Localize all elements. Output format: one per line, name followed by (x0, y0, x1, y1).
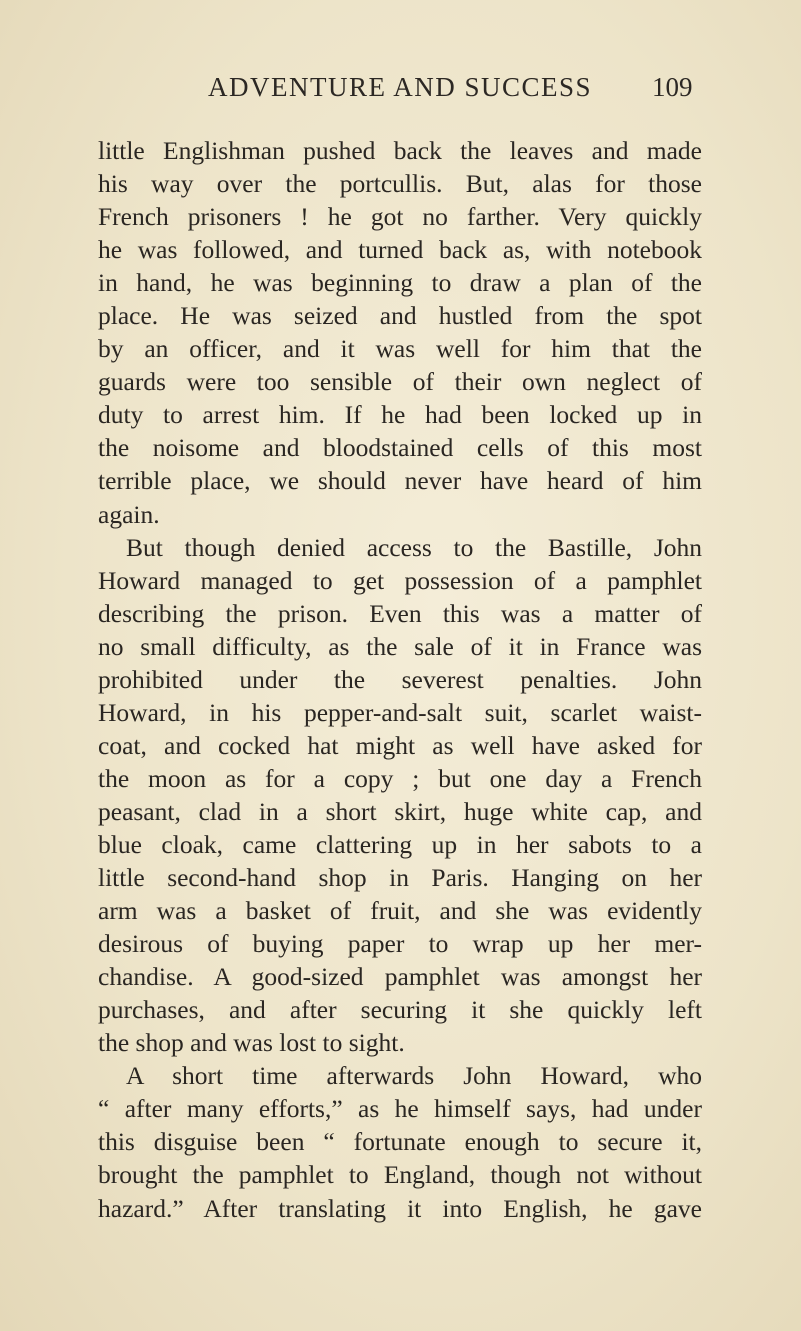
text-line: his way over the portcullis. But, alas for those (98, 169, 702, 199)
text-line: no small difficulty, as the sale of it in France was (98, 631, 702, 661)
text-line: French prisoners ! he got no farther. Very quickly (98, 202, 702, 232)
body-text (98, 134, 702, 1225)
text-line: hazard.” After translating it into English, he gave (98, 1193, 702, 1223)
text-line: desirous of buying paper to wrap up her mer- (98, 929, 702, 959)
text-line: little second-hand shop in Paris. Hanging on her (98, 863, 702, 893)
text-line: he was followed, and turned back as, with notebook (98, 235, 702, 265)
text-line: A short time afterwards John Howard, who (126, 1061, 702, 1091)
paragraph (98, 531, 702, 1060)
text-line: blue cloak, came clattering up in her sabots to a (98, 829, 702, 859)
text-line: by an officer, and it was well for him that the (98, 334, 702, 364)
text-line: prohibited under the severest penalties. John (98, 664, 702, 694)
text-line: Howard managed to get possession of a pamphlet (98, 565, 702, 595)
paragraph (98, 134, 702, 531)
running-title: ADVENTURE AND SUCCESS (207, 72, 593, 102)
text-line: Howard, in his pepper-and-salt suit, scarlet waist- (98, 697, 702, 727)
text-line: again. (98, 499, 160, 529)
text-line: describing the prison. Even this was a matter of (98, 598, 702, 628)
text-line: terrible place, we should never have heard of him (98, 466, 702, 496)
text-line: brought the pamphlet to England, though not without (98, 1160, 702, 1190)
page-number: 109 (652, 72, 693, 102)
text-line: arm was a basket of fruit, and she was evidently (98, 896, 702, 926)
text-line: “ after many efforts,” as he himself says, had under (98, 1094, 702, 1124)
paragraph (98, 1059, 702, 1224)
text-line: guards were too sensible of their own neglect of (98, 367, 702, 397)
text-line: purchases, and after securing it she quickly left (98, 995, 702, 1025)
running-head (0, 72, 801, 112)
text-line: coat, and cocked hat might as well have asked for (98, 730, 702, 760)
text-line: duty to arrest him. If he had been locked up in (98, 400, 702, 430)
text-line: the shop and was lost to sight. (98, 1028, 405, 1058)
text-line: But though denied access to the Bastille, John (126, 532, 702, 562)
text-line: little Englishman pushed back the leaves and made (98, 136, 702, 165)
text-line: place. He was seized and hustled from the spot (98, 301, 702, 331)
text-line: in hand, he was beginning to draw a plan of the (98, 268, 702, 298)
text-line: the noisome and bloodstained cells of this most (98, 433, 702, 463)
text-line: chandise. A good-sized pamphlet was amongst her (98, 962, 702, 992)
text-line: this disguise been “ fortunate enough to secure it, (98, 1127, 702, 1157)
text-line: the moon as for a copy ; but one day a French (98, 763, 702, 793)
text-line: peasant, clad in a short skirt, huge white cap, and (98, 796, 702, 826)
